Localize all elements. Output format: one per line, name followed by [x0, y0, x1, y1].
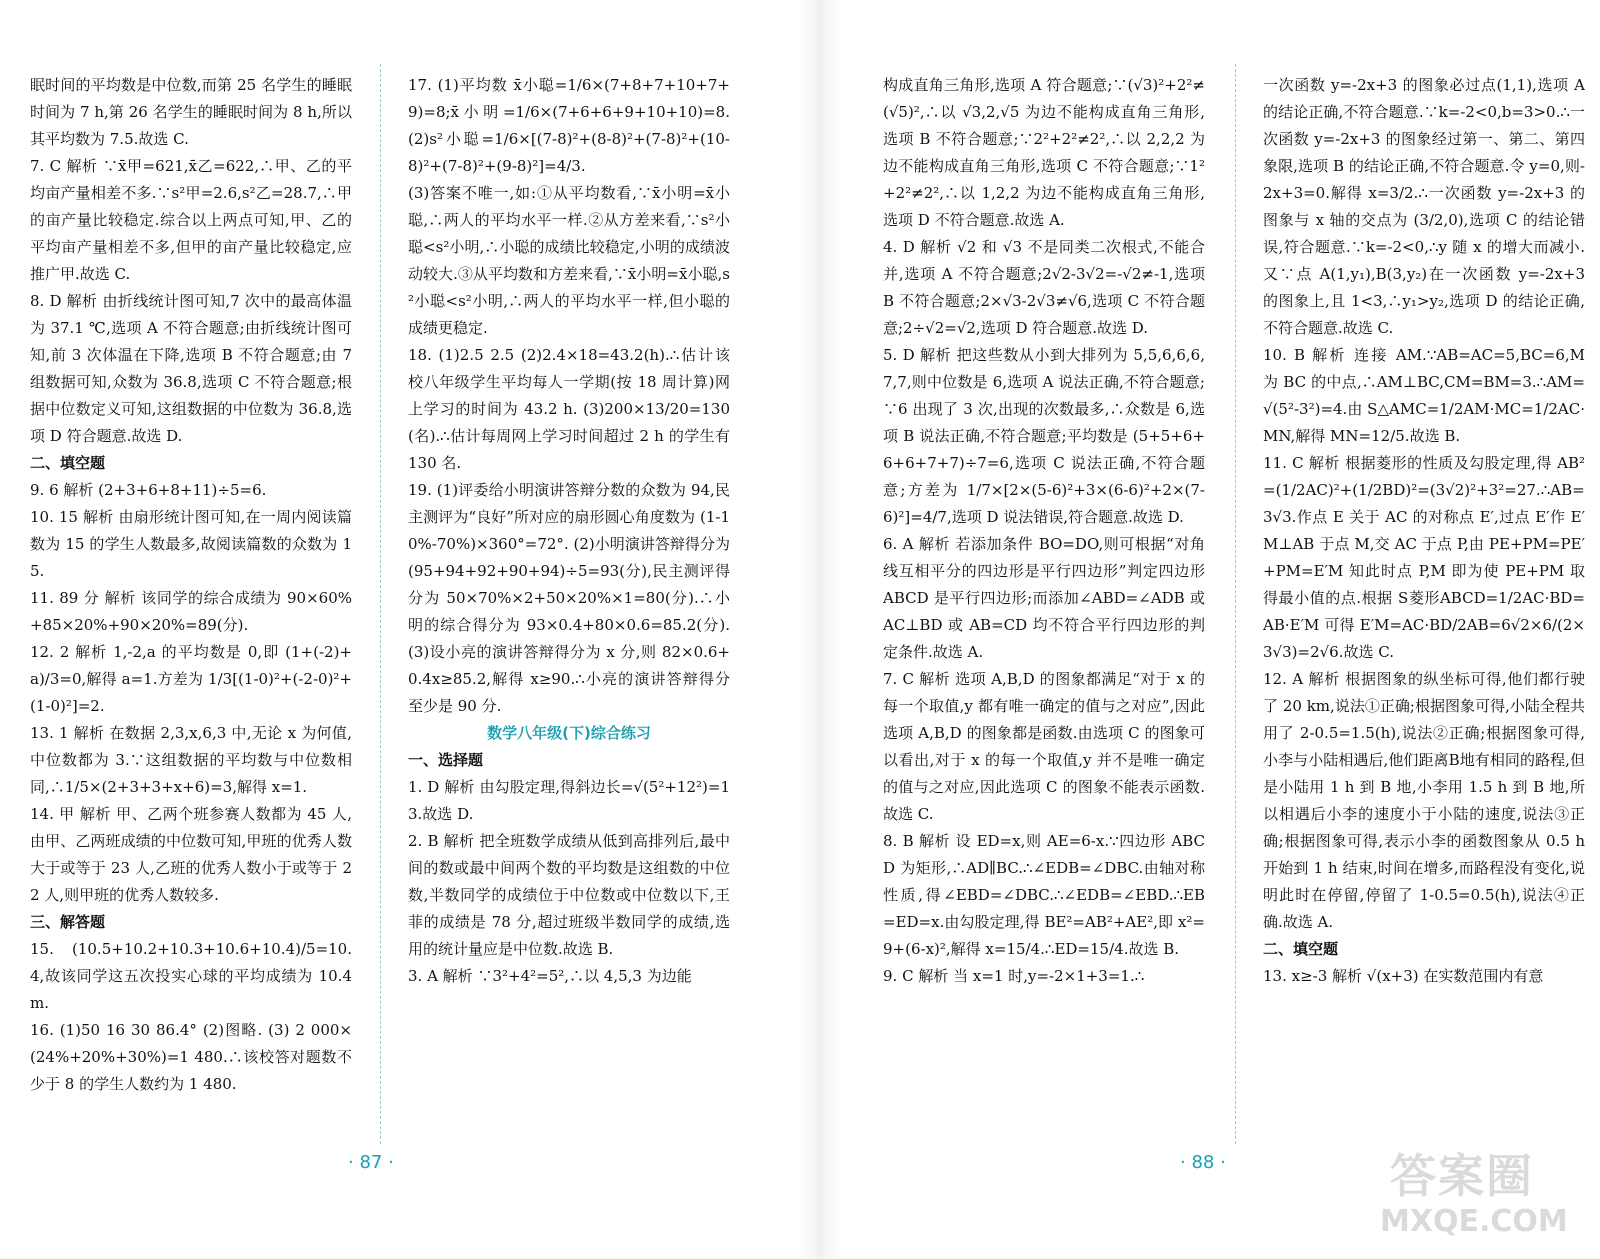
section-heading: 二、填空题 — [30, 454, 106, 472]
answer-item: 8. B 解析 设 ED=x,则 AE=6-x.∵四边形 ABCD 为矩形,∴AD∥BC.∴∠EDB=∠DBC.由轴对称性质,得∠EBD=∠DBC.∴∠EDB=∠EBD.∴EB=ED=x.由勾股定理,得 BE²=AB²+AE²,即 x²=9+(6-x)²,解得 x=15/4.∴ED=15/4.故选 B. — [883, 832, 1205, 958]
answer-item: 6. A 解析 若添加条件 BO=DO,则可根据“对角线互相平分的四边形是平行四边形”判定四边形 ABCD 是平行四边形;而添加∠ABD=∠ADB 或 AC⊥BD 或 AB=CD 均不符合平行四边形的判定条件.故选 A. — [883, 535, 1205, 661]
answer-item: 14. 甲 解析 甲、乙两个班参赛人数都为 45 人,由甲、乙两班成绩的中位数可知,甲班的优秀人数大于或等于 23 人,乙班的优秀人数小于或等于 22 人,则甲班的优秀人数较多. — [30, 805, 352, 904]
answer-item: 一次函数 y=-2x+3 的图象必过点(1,1),选项 A 的结论正确,不符合题意.∵k=-2<0,b=3>0.∴一次函数 y=-2x+3 的图象经过第一、第二、第四象限,选项 B 的结论正确,不符合题意.令 y=0,则-2x+3=0.解得 x=3/2.∴一次函数 y=-2x+3 的图象与 x 轴的交点为 (3/2,0),选项 C 的结论错误,符合题意.∵k=-2<0,∴y 随 x 的增大而减小.又∵点 A(1,y₁),B(3,y₂)在一次函数 y=-2x+3 的图象上,且 1<3,∴y₁>y₂,选项 D 的结论正确,不符合题意.故选 C. — [1263, 76, 1585, 337]
watermark-url: MXQE.COM — [1380, 1204, 1568, 1239]
answer-item: 7. C 解析 ∵x̄甲=621,x̄乙=622,∴甲、乙的平均亩产量相差不多.∵s²甲=2.6,s²乙=28.7,∴甲的亩产量比较稳定.综合以上两点可知,甲、乙的平均亩产量相差不多,但甲的亩产量比较稳定,应推广甲.故选 C. — [30, 157, 352, 283]
answer-item: 10. 15 解析 由扇形统计图可知,在一周内阅读篇数为 15 的学生人数最多,故阅读篇数的众数为 15. — [30, 508, 352, 580]
page-gutter — [800, 0, 840, 1259]
answer-item: 11. 89 分 解析 该同学的综合成绩为 90×60%+85×20%+90×20%=89(分). — [30, 589, 352, 634]
column-divider — [380, 64, 381, 1144]
answer-item: 构成直角三角形,选项 A 符合题意;∵(√3)²+2²≠(√5)²,∴以 √3,2,√5 为边不能构成直角三角形,选项 B 不符合题意;∵2²+2²≠2²,∴以 2,2,2 为边不能构成直角三角形,选项 C 不符合题意;∵1²+2²≠2²,∴以 1,2,2 为边不能构成直角三角形,选项 D 不符合题意.故选 A. — [883, 76, 1205, 229]
right-page-column-2 — [1263, 72, 1585, 990]
section-heading: 二、填空题 — [1263, 940, 1339, 958]
answer-item: 9. 6 解析 (2+3+6+8+11)÷5=6. — [30, 481, 267, 499]
answer-item: 16. (1)50 16 30 86.4° (2)图略. (3) 2 000×(24%+20%+30%)=1 480.∴该校答对题数不少于 8 的学生人数约为 1 480. — [30, 1021, 352, 1093]
answer-item: 1. D 解析 由勾股定理,得斜边长=√(5²+12²)=13.故选 D. — [408, 778, 730, 823]
right-page-column-1 — [883, 72, 1205, 990]
section-title: 数学八年级(下)综合练习 — [487, 724, 651, 742]
answer-item: 4. D 解析 √2 和 √3 不是同类二次根式,不能合并,选项 A 不符合题意;2√2-3√2=-√2≠-1,选项 B 不符合题意;2×√3-2√3≠√6,选项 C 不符合题意;2÷√2=√2,选项 D 符合题意.故选 D. — [883, 238, 1205, 337]
answer-item: 17. (1)平均数 x̄小聪=1/6×(7+8+7+10+7+9)=8;x̄小明=1/6×(7+6+6+9+10+10)=8. (2)s²小聪=1/6×[(7-8)²+(8-8)²+(7-8)²+(10-8)²+(7-8)²+(9-8)²]=4/3. — [408, 76, 730, 175]
page-number-left: · 87 · — [348, 1152, 394, 1173]
section-heading: 一、选择题 — [408, 751, 484, 769]
left-page-column-2 — [408, 72, 730, 990]
answer-item: 13. 1 解析 在数据 2,3,x,6,3 中,无论 x 为何值,中位数都为 3.∵这组数据的平均数与中位数相同,∴1/5×(2+3+3+x+6)=3,解得 x=1. — [30, 724, 352, 796]
page-number-right: · 88 · — [1180, 1152, 1226, 1173]
answer-item: 12. A 解析 根据图象的纵坐标可得,他们都行驶了 20 km,说法①正确;根据图象可得,小陆全程共用了 2-0.5=1.5(h),说法②正确;根据图象可得,小李与小陆相遇后,他们距离B地有相同的路程,但是小陆用 1 h 到 B 地,小李用 1.5 h 到 B 地,所以相遇后小李的速度小于小陆的速度,说法③正确;根据图象可得,表示小李的函数图象从 0.5 h 开始到 1 h 结束,时间在增多,而路程没有变化,说明此时在停留,停留了 1-0.5=0.5(h),说法④正确.故选 A. — [1263, 670, 1585, 931]
answer-item: 2. B 解析 把全班数学成绩从低到高排列后,最中间的数或最中间两个数的平均数是这组数的中位数,半数同学的成绩位于中位数或中位数以下,王菲的成绩是 78 分,超过班级半数同学的成绩,选用的统计量应是中位数.故选 B. — [408, 832, 730, 958]
column-divider — [1235, 64, 1236, 1144]
answer-item: 7. C 解析 选项 A,B,D 的图象都满足“对于 x 的每一个取值,y 都有唯一确定的值与之对应”,因此选项 A,B,D 的图象都是函数.由选项 C 的图象可以看出,对于 x 的每一个取值,y 并不是唯一确定的值与之对应,因此选项 C 的图象不能表示函数.故选 C. — [883, 670, 1205, 823]
answer-item: 11. C 解析 根据菱形的性质及勾股定理,得 AB²=(1/2AC)²+(1/2BD)²=(3√2)²+3²=27.∴AB=3√3.作点 E 关于 AC 的对称点 E′,过点 E′作 E′M⊥AB 于点 M,交 AC 于点 P,由 PE+PM=PE′+PM=E′M 知此时点 P,M 即为使 PE+PM 取得最小值的点.根据 S菱形ABCD=1/2AC·BD=AB·E′M 可得 E′M=AC·BD/2AB=6√2×6/(2×3√3)=2√6.故选 C. — [1263, 454, 1585, 661]
answer-item: (3)答案不唯一,如:①从平均数看,∵x̄小明=x̄小聪,∴两人的平均水平一样.②从方差来看,∵s²小聪<s²小明,∴小聪的成绩比较稳定,小明的成绩波动较大.③从平均数和方差来看,∵x̄小明=x̄小聪,s²小聪<s²小明,∴两人的平均水平一样,但小聪的成绩更稳定. — [408, 184, 730, 337]
answer-item: 5. D 解析 把这些数从小到大排列为 5,5,6,6,6,7,7,则中位数是 6,选项 A 说法正确,不符合题意;∵6 出现了 3 次,出现的次数最多,∴众数是 6,选项 B 说法正确,不符合题意;平均数是 (5+5+6+6+6+7+7)÷7=6,选项 C 说法正确,不符合题意;方差为 1/7×[2×(5-6)²+3×(6-6)²+2×(7-6)²]=4/7,选项 D 说法错误,符合题意.故选 D. — [883, 346, 1205, 526]
left-page-column-1 — [30, 72, 352, 1098]
answer-item: 8. D 解析 由折线统计图可知,7 次中的最高体温为 37.1 ℃,选项 A 不符合题意;由折线统计图可知,前 3 次体温在下降,选项 B 不符合题意;由 7 组数据可知,众数为 36.8,选项 C 不符合题意;根据中位数定义可知,这组数据的中位数为 36.8,选项 D 符合题意.故选 D. — [30, 292, 352, 445]
answer-item: 12. 2 解析 1,-2,a 的平均数是 0,即 (1+(-2)+a)/3=0,解得 a=1.方差为 1/3[(1-0)²+(-2-0)²+(1-0)²]=2. — [30, 643, 352, 715]
watermark-logo — [1380, 1140, 1585, 1245]
answer-item: 3. A 解析 ∵3²+4²=5²,∴以 4,5,3 为边能 — [408, 967, 692, 985]
answer-item: 15. (10.5+10.2+10.3+10.6+10.4)/5=10.4,故该同学这五次投实心球的平均成绩为 10.4 m. — [30, 940, 352, 1012]
answer-item: 18. (1)2.5 2.5 (2)2.4×18=43.2(h).∴估计该校八年级学生平均每人一学期(按 18 周计算)网上学习的时间为 43.2 h. (3)200×13/20=130(名).∴估计每周网上学习时间超过 2 h 的学生有 130 名. — [408, 346, 730, 472]
answer-item: 13. x≥-3 解析 √(x+3) 在实数范围内有意 — [1263, 967, 1544, 985]
paragraph: 眠时间的平均数是中位数,而第 25 名学生的睡眠时间为 7 h,第 26 名学生的睡眠时间为 8 h,所以其平均数为 7.5.故选 C. — [30, 76, 352, 148]
answer-item: 9. C 解析 当 x=1 时,y=-2×1+3=1.∴ — [883, 967, 1145, 985]
answer-item: 19. (1)评委给小明演讲答辩分数的众数为 94,民主测评为“良好”所对应的扇形圆心角度数为 (1-10%-70%)×360°=72°. (2)小明演讲答辩得分为 (95+94+92+90+94)÷5=93(分),民主测评得分为 50×70%×2+50×20%×1=80(分).∴小明的综合得分为 93×0.4+80×0.6=85.2(分). (3)设小亮的演讲答辩得分为 x 分,则 82×0.6+0.4x≥85.2,解得 x≥90.∴小亮的演讲答辩得分至少是 90 分. — [408, 481, 730, 715]
watermark-text: 答案圈 — [1390, 1149, 1534, 1203]
section-heading: 三、解答题 — [30, 913, 106, 931]
answer-item: 10. B 解析 连接 AM.∵AB=AC=5,BC=6,M 为 BC 的中点,∴AM⊥BC,CM=BM=3.∴AM=√(5²-3²)=4.由 S△AMC=1/2AM·MC=1/2AC·MN,解得 MN=12/5.故选 B. — [1263, 346, 1585, 445]
